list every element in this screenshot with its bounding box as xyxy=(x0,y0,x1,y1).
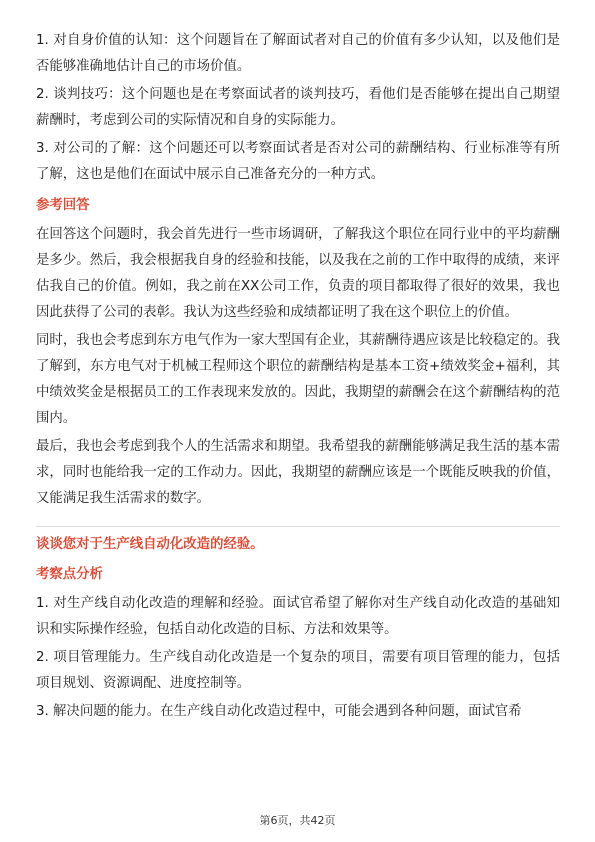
document-page xyxy=(36,28,560,727)
reference-answer-body xyxy=(36,222,560,512)
list-item: 3. 解决问题的能力。在生产线自动化改造过程中，可能会遇到各种问题，面试官希 xyxy=(36,704,522,719)
list-item: 1. 对生产线自动化改造的理解和经验。面试官希望了解你对生产线自动化改造的基础知识和实际操作经验，包括自动化改造的目标、方法和效果等。 xyxy=(36,596,560,637)
analysis-heading: 考察点分析 xyxy=(36,567,103,582)
assessment-points-list xyxy=(36,28,560,188)
question-title: 谈谈您对于生产线自动化改造的经验。 xyxy=(36,537,264,552)
list-item: 3. 对公司的了解：这个问题还可以考察面试者是否对公司的薪酬结构、行业标准等有所了解，这也是他们在面试中展示自己准备充分的一种方式。 xyxy=(36,141,560,182)
list-item: 2. 谈判技巧：这个问题也是在考察面试者的谈判技巧，看他们是否能够在提出自己期望薪酬时，考虑到公司的实际情况和自身的实际能力。 xyxy=(36,87,560,128)
list-item: 2. 项目管理能力。生产线自动化改造是一个复杂的项目，需要有项目管理的能力，包括项目规划、资源调配、进度控制等。 xyxy=(36,650,560,691)
list-item: 1. 对自身价值的认知：这个问题旨在了解面试者对自己的价值有多少认知，以及他们是否能够准确地估计自己的市场价值。 xyxy=(36,33,560,74)
answer-paragraph: 同时，我也会考虑到东方电气作为一家大型国有企业，其薪酬待遇应该是比较稳定的。我了解到，东方电气对于机械工程师这个职位的薪酬结构是基本工资+绩效奖金+福利，其中绩效奖金是根据员工的工作表现来发放的。因此，我期望的薪酬会在这个薪酬结构的范围内。 xyxy=(36,333,560,426)
analysis-points-list xyxy=(36,591,560,725)
section-divider xyxy=(36,526,560,527)
page-number: 第6页，共42页 xyxy=(259,814,336,827)
answer-paragraph: 在回答这个问题时，我会首先进行一些市场调研，了解我这个职位在同行业中的平均薪酬是多少。然后，我会根据我自身的经验和技能，以及我在之前的工作中取得的成绩，来评估我自己的价值。例如，我之前在XX公司工作，负责的项目都取得了很好的效果，我也因此获得了公司的表彰。我认为这些经验和成绩都证明了我在这个职位上的价值。 xyxy=(36,227,560,320)
answer-paragraph: 最后，我也会考虑到我个人的生活需求和期望。我希望我的薪酬能够满足我生活的基本需求，同时也能给我一定的工作动力。因此，我期望的薪酬应该是一个既能反映我的价值，又能满足我生活需求的数字。 xyxy=(36,439,560,506)
reference-answer-heading: 参考回答 xyxy=(36,198,90,213)
